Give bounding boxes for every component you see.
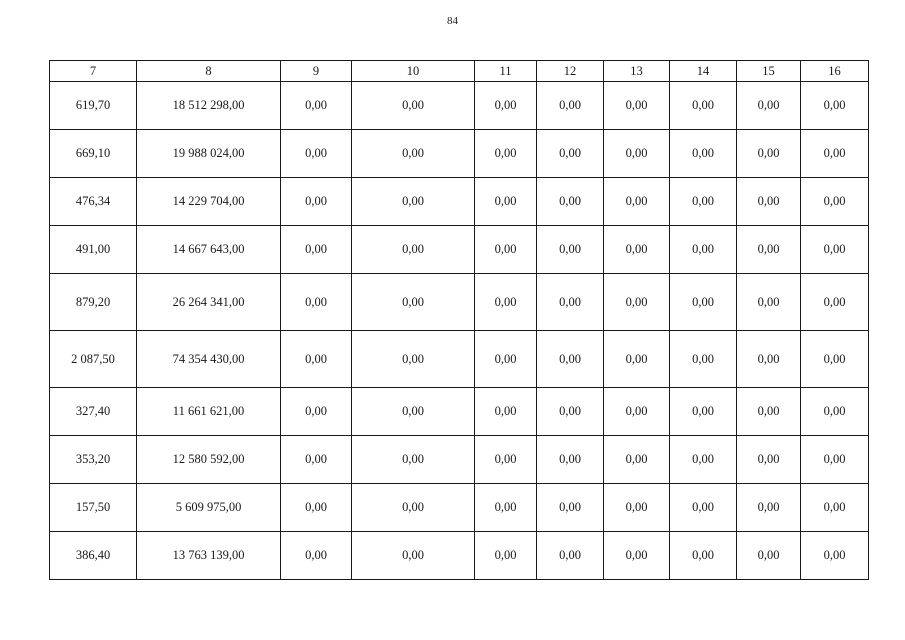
table-cell: 0,00 bbox=[670, 331, 737, 388]
table-cell: 0,00 bbox=[604, 484, 670, 532]
table-cell: 0,00 bbox=[475, 274, 537, 331]
table-cell: 0,00 bbox=[801, 331, 869, 388]
table-header bbox=[50, 61, 869, 82]
column-header: 14 bbox=[670, 61, 737, 82]
table-cell: 0,00 bbox=[537, 178, 604, 226]
table-cell: 0,00 bbox=[737, 331, 801, 388]
table-cell: 0,00 bbox=[352, 331, 475, 388]
table-cell: 2 087,50 bbox=[50, 331, 137, 388]
table-cell: 0,00 bbox=[475, 226, 537, 274]
table-cell: 0,00 bbox=[281, 436, 352, 484]
table-cell: 0,00 bbox=[801, 388, 869, 436]
table-cell: 0,00 bbox=[537, 388, 604, 436]
table-cell: 0,00 bbox=[475, 178, 537, 226]
table-cell: 157,50 bbox=[50, 484, 137, 532]
page-number: 84 bbox=[447, 15, 458, 27]
table-cell: 0,00 bbox=[537, 436, 604, 484]
table-cell: 0,00 bbox=[352, 388, 475, 436]
table-cell: 0,00 bbox=[801, 484, 869, 532]
table-cell: 0,00 bbox=[801, 532, 869, 580]
table-cell: 327,40 bbox=[50, 388, 137, 436]
table-cell: 0,00 bbox=[537, 130, 604, 178]
table-cell: 19 988 024,00 bbox=[137, 130, 281, 178]
table-body bbox=[50, 82, 869, 580]
table-cell: 0,00 bbox=[281, 484, 352, 532]
table-cell: 0,00 bbox=[801, 178, 869, 226]
table-cell: 0,00 bbox=[670, 388, 737, 436]
table-cell: 0,00 bbox=[801, 436, 869, 484]
table-cell: 476,34 bbox=[50, 178, 137, 226]
table-cell: 0,00 bbox=[604, 82, 670, 130]
table-cell: 0,00 bbox=[537, 532, 604, 580]
table-cell: 491,00 bbox=[50, 226, 137, 274]
table-cell: 0,00 bbox=[670, 226, 737, 274]
table-cell: 0,00 bbox=[281, 274, 352, 331]
table-cell: 0,00 bbox=[475, 532, 537, 580]
table-cell: 0,00 bbox=[281, 178, 352, 226]
table-cell: 0,00 bbox=[352, 484, 475, 532]
column-header: 11 bbox=[475, 61, 537, 82]
table-cell: 0,00 bbox=[737, 274, 801, 331]
table-cell: 0,00 bbox=[670, 436, 737, 484]
table-row bbox=[50, 130, 869, 178]
table-cell: 0,00 bbox=[537, 274, 604, 331]
table-cell: 0,00 bbox=[281, 331, 352, 388]
table-cell: 11 661 621,00 bbox=[137, 388, 281, 436]
table-cell: 0,00 bbox=[281, 226, 352, 274]
table-cell: 0,00 bbox=[604, 274, 670, 331]
table-cell: 13 763 139,00 bbox=[137, 532, 281, 580]
table-cell: 0,00 bbox=[604, 178, 670, 226]
table-cell: 0,00 bbox=[670, 484, 737, 532]
table-cell: 0,00 bbox=[281, 388, 352, 436]
table-cell: 0,00 bbox=[737, 436, 801, 484]
table-cell: 0,00 bbox=[475, 82, 537, 130]
column-header: 13 bbox=[604, 61, 670, 82]
table-cell: 0,00 bbox=[281, 532, 352, 580]
table-cell: 0,00 bbox=[352, 226, 475, 274]
table-cell: 74 354 430,00 bbox=[137, 331, 281, 388]
column-header: 10 bbox=[352, 61, 475, 82]
table-cell: 0,00 bbox=[670, 274, 737, 331]
table-cell: 0,00 bbox=[801, 82, 869, 130]
column-header: 12 bbox=[537, 61, 604, 82]
table-cell: 619,70 bbox=[50, 82, 137, 130]
table-row bbox=[50, 331, 869, 388]
table-cell: 0,00 bbox=[281, 130, 352, 178]
table-cell: 0,00 bbox=[737, 178, 801, 226]
table-cell: 0,00 bbox=[801, 130, 869, 178]
table-cell: 0,00 bbox=[670, 178, 737, 226]
column-header: 9 bbox=[281, 61, 352, 82]
table-cell: 0,00 bbox=[475, 388, 537, 436]
table-cell: 0,00 bbox=[475, 436, 537, 484]
table-cell: 0,00 bbox=[604, 130, 670, 178]
table-cell: 0,00 bbox=[475, 484, 537, 532]
header-row bbox=[50, 61, 869, 82]
table-row bbox=[50, 226, 869, 274]
table-row bbox=[50, 274, 869, 331]
table-cell: 0,00 bbox=[604, 331, 670, 388]
table-cell: 0,00 bbox=[281, 82, 352, 130]
table-row bbox=[50, 388, 869, 436]
table-cell: 0,00 bbox=[352, 532, 475, 580]
table-row bbox=[50, 82, 869, 130]
table-cell: 0,00 bbox=[604, 388, 670, 436]
table-cell: 386,40 bbox=[50, 532, 137, 580]
table-row bbox=[50, 436, 869, 484]
table-cell: 26 264 341,00 bbox=[137, 274, 281, 331]
table-cell: 0,00 bbox=[670, 532, 737, 580]
column-header: 7 bbox=[50, 61, 137, 82]
table-cell: 0,00 bbox=[801, 226, 869, 274]
table-cell: 0,00 bbox=[475, 130, 537, 178]
table-cell: 0,00 bbox=[604, 532, 670, 580]
table-cell: 0,00 bbox=[537, 331, 604, 388]
column-header: 16 bbox=[801, 61, 869, 82]
table-cell: 0,00 bbox=[670, 82, 737, 130]
table-cell: 0,00 bbox=[537, 226, 604, 274]
table-cell: 0,00 bbox=[352, 178, 475, 226]
table-row bbox=[50, 178, 869, 226]
column-header: 8 bbox=[137, 61, 281, 82]
table-cell: 0,00 bbox=[737, 82, 801, 130]
table-cell: 0,00 bbox=[737, 484, 801, 532]
table-cell: 0,00 bbox=[537, 82, 604, 130]
table-cell: 0,00 bbox=[737, 532, 801, 580]
table-cell: 14 229 704,00 bbox=[137, 178, 281, 226]
table-cell: 0,00 bbox=[737, 388, 801, 436]
table-cell: 0,00 bbox=[537, 484, 604, 532]
table-row bbox=[50, 532, 869, 580]
table-cell: 0,00 bbox=[475, 331, 537, 388]
table-cell: 5 609 975,00 bbox=[137, 484, 281, 532]
table-cell: 12 580 592,00 bbox=[137, 436, 281, 484]
table-row bbox=[50, 484, 869, 532]
table-cell: 18 512 298,00 bbox=[137, 82, 281, 130]
table-cell: 0,00 bbox=[352, 436, 475, 484]
table-cell: 879,20 bbox=[50, 274, 137, 331]
table-cell: 0,00 bbox=[604, 226, 670, 274]
table-cell: 0,00 bbox=[352, 274, 475, 331]
table-cell: 0,00 bbox=[801, 274, 869, 331]
table-cell: 14 667 643,00 bbox=[137, 226, 281, 274]
column-header: 15 bbox=[737, 61, 801, 82]
table-cell: 669,10 bbox=[50, 130, 137, 178]
table-cell: 0,00 bbox=[604, 436, 670, 484]
data-table bbox=[49, 60, 869, 580]
table-cell: 0,00 bbox=[670, 130, 737, 178]
table-cell: 0,00 bbox=[737, 130, 801, 178]
table-cell: 0,00 bbox=[352, 82, 475, 130]
table-cell: 0,00 bbox=[737, 226, 801, 274]
table-cell: 353,20 bbox=[50, 436, 137, 484]
table-cell: 0,00 bbox=[352, 130, 475, 178]
